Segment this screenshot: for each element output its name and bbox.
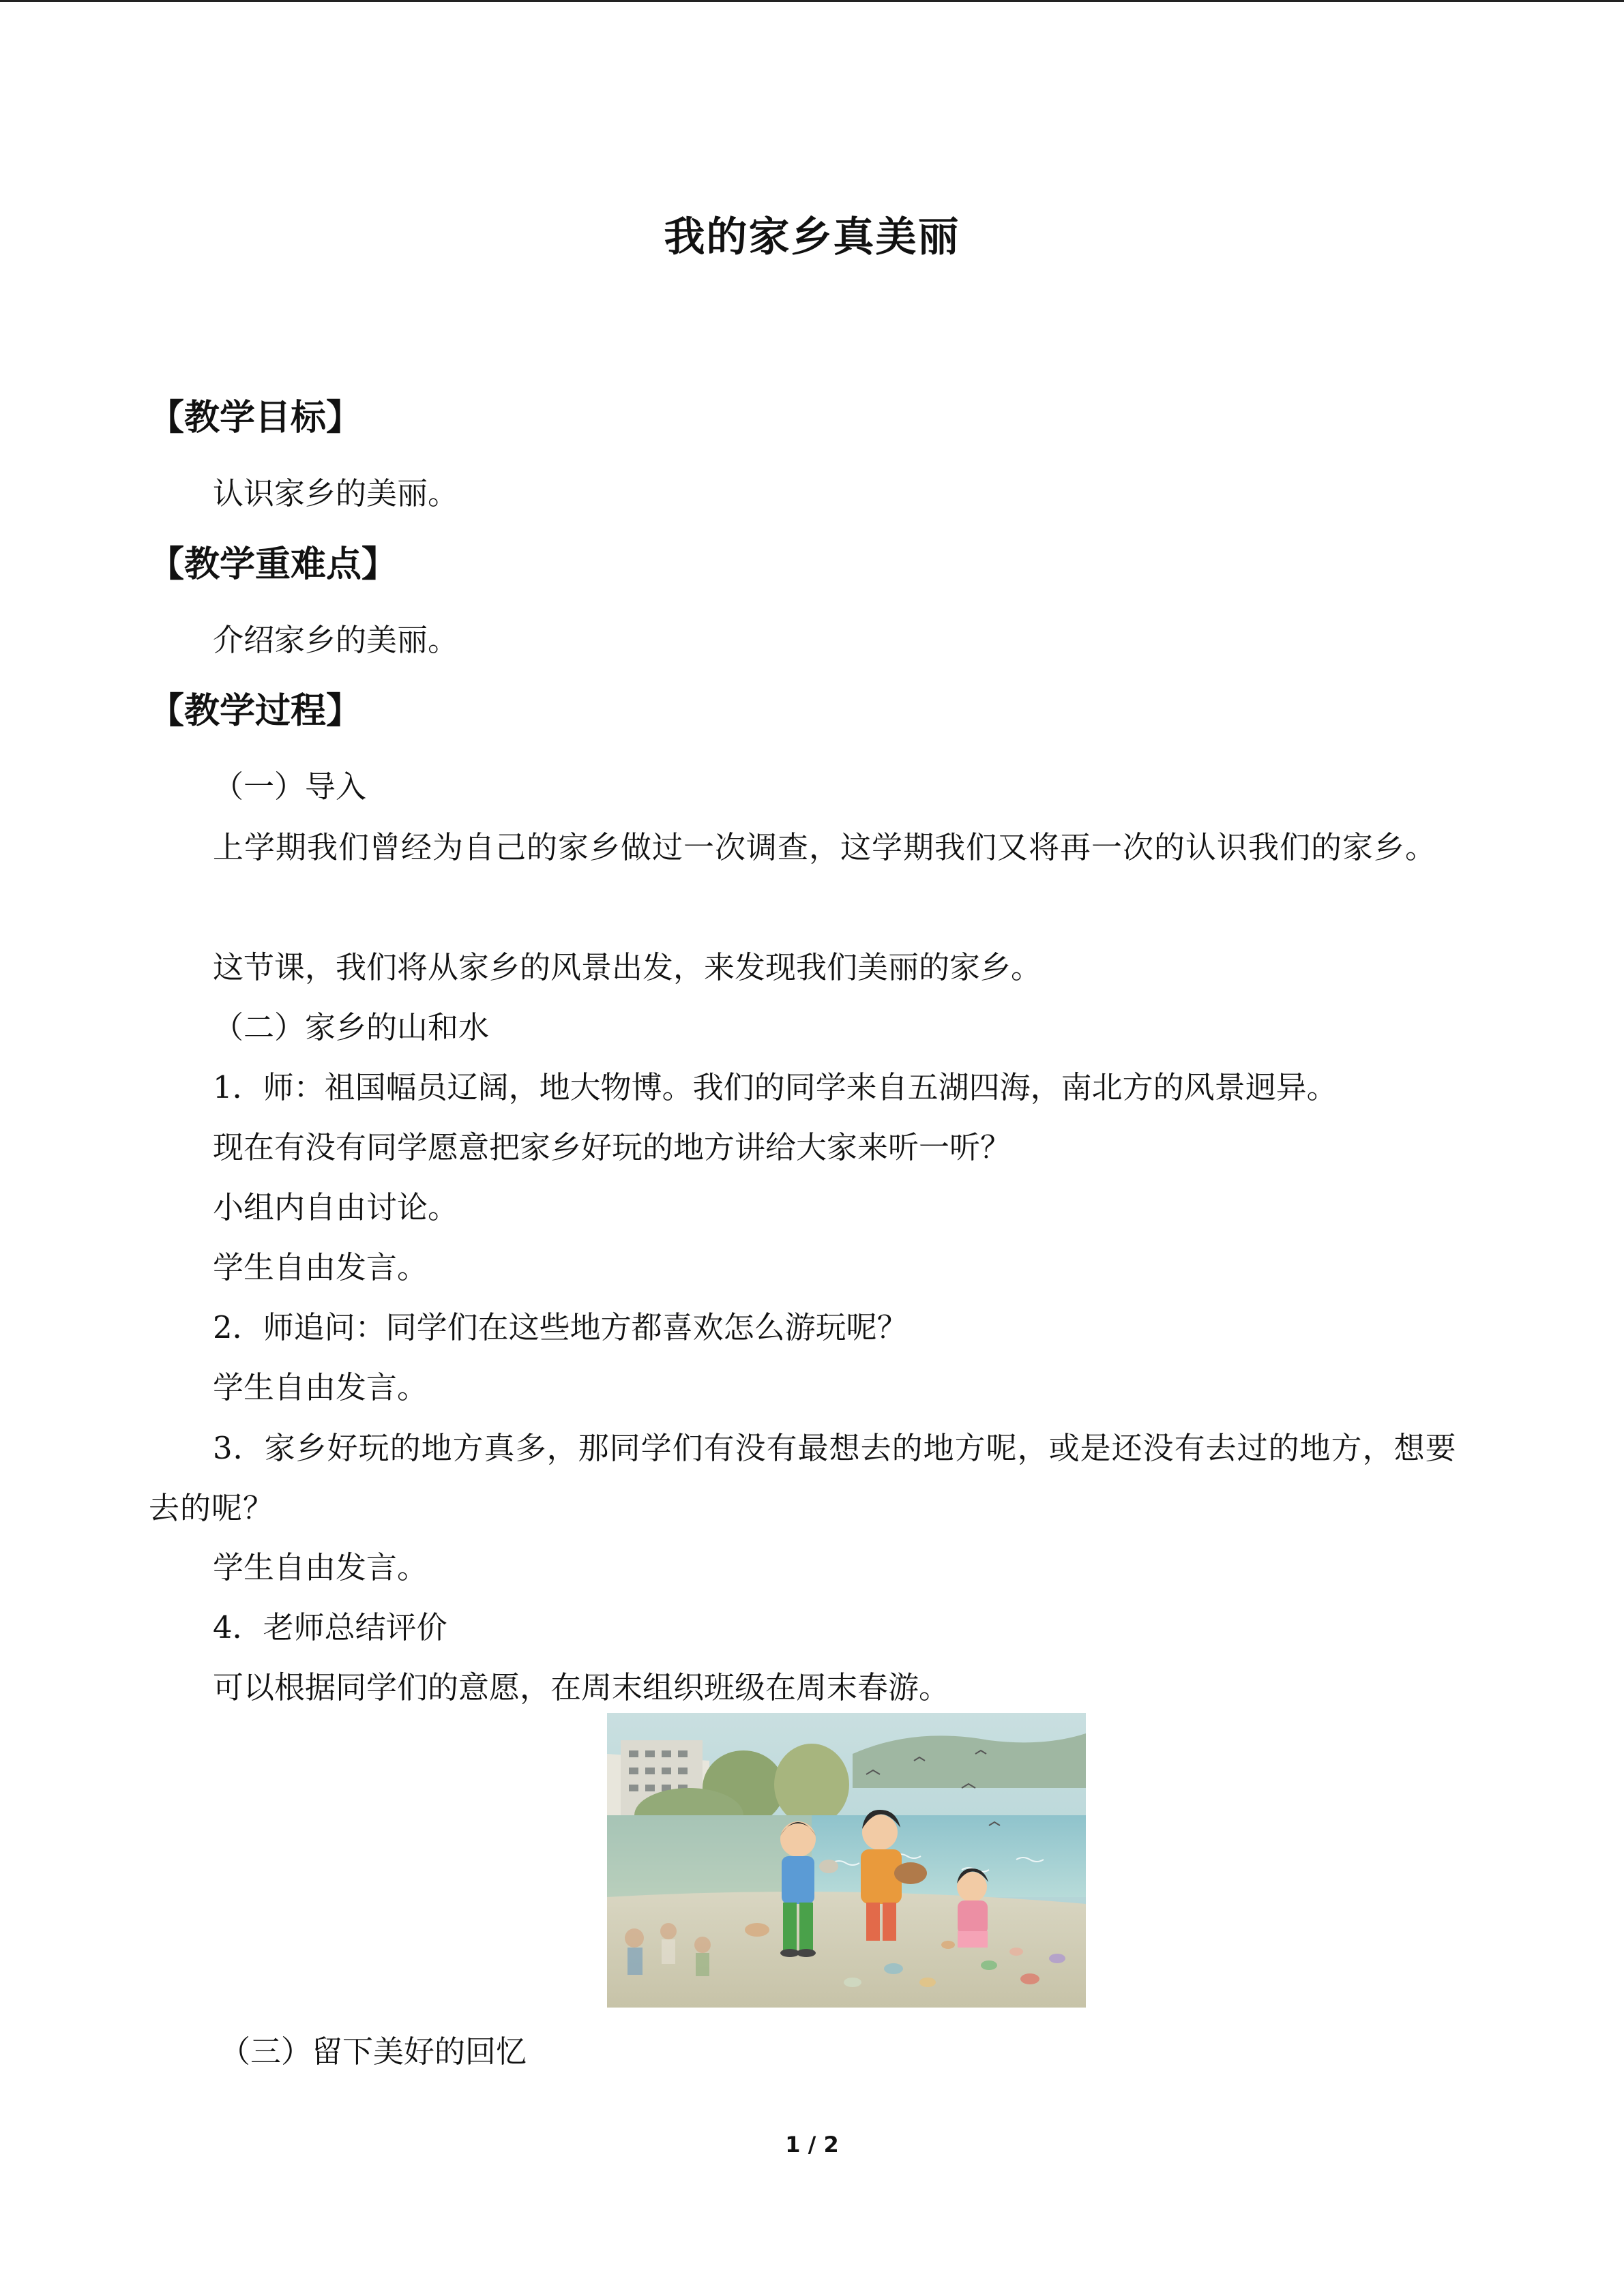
part1-paragraph-2: 这节课，我们将从家乡的风景出发，来发现我们美丽的家乡。 xyxy=(213,949,1042,985)
item-2: 2．师追问：同学们在这些地方都喜欢怎么游玩呢？ xyxy=(213,1309,908,1345)
item-4: 4．老师总结评价 xyxy=(213,1609,447,1645)
part2-title: （二）家乡的山和水 xyxy=(213,1009,490,1045)
part3-title: （三）留下美好的回忆 xyxy=(220,2033,527,2070)
item-4-text: 可以根据同学们的意愿，在周末组织班级在周末春游。 xyxy=(213,1669,950,1705)
top-border-line xyxy=(0,0,1624,2)
item-3: 3．家乡好玩的地方真多，那同学们有没有最想去的地方呢，或是还没有去过的地方，想要去的呢？ xyxy=(149,1430,1457,1526)
objectives-text: 认识家乡的美丽。 xyxy=(213,475,459,511)
key-points-text: 介绍家乡的美丽。 xyxy=(213,622,459,658)
item-1: 1．师：祖国幅员辽阔，地大物博。我们的同学来自五湖四海，南北方的风景迥异。 xyxy=(213,1069,1338,1105)
heading-key-points: 【教学重难点】 xyxy=(149,544,398,585)
document-title: 我的家乡真美丽 xyxy=(664,213,960,261)
part1-title: （一）导入 xyxy=(213,769,367,805)
item-3-response: 学生自由发言。 xyxy=(213,1549,428,1585)
page-number: 1 / 2 xyxy=(785,2132,839,2158)
item-1-response: 学生自由发言。 xyxy=(213,1249,428,1285)
part1-paragraph-1: 上学期我们曾经为自己的家乡做过一次调查，这学期我们又将再一次的认识我们的家乡。 xyxy=(213,829,1437,865)
beach-children-illustration xyxy=(607,1713,1086,2008)
heading-objectives: 【教学目标】 xyxy=(149,398,362,438)
item-2-response: 学生自由发言。 xyxy=(213,1369,428,1405)
item-1-discussion: 小组内自由讨论。 xyxy=(213,1189,459,1225)
heading-process: 【教学过程】 xyxy=(149,691,362,732)
item-1-question: 现在有没有同学愿意把家乡好玩的地方讲给大家来听一听？ xyxy=(213,1129,1012,1165)
